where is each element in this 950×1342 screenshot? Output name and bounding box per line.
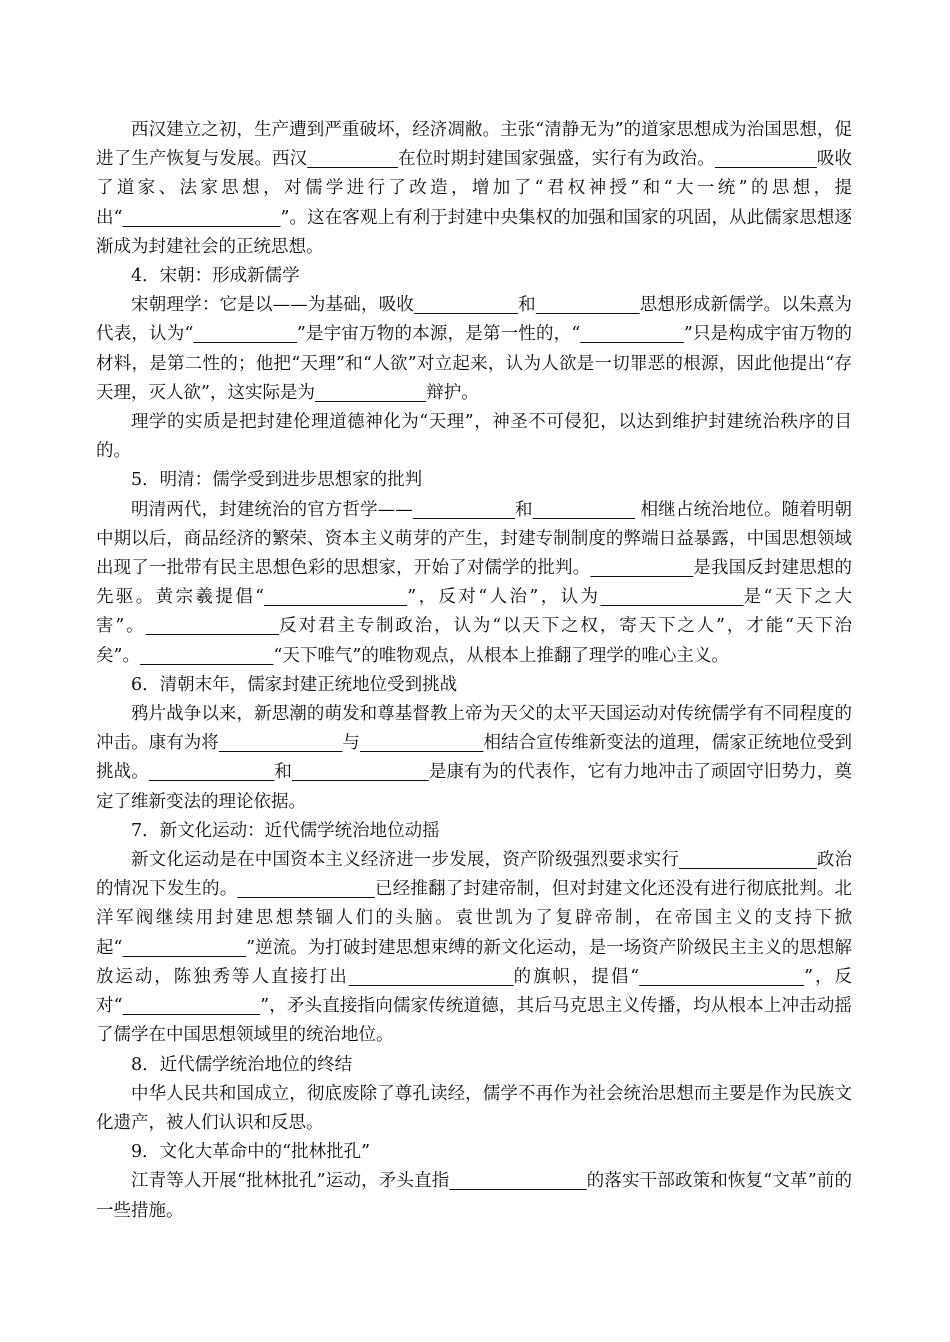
heading-song-dynasty (96, 262, 852, 291)
text-segment: 西汉建立之初，生产遭到严重破坏，经济凋敝。主张“清静无为”的道家思想成为治国思想，促进了生产恢复与发展。西汉 (96, 120, 852, 170)
fill-in-blank[interactable] (413, 500, 515, 520)
fill-in-blank[interactable] (600, 587, 743, 607)
text-segment: 和 (274, 762, 292, 783)
fill-in-blank[interactable] (292, 762, 429, 782)
text-segment: 中华人民共和国成立，彻底废除了尊孔读经，儒学不再作为社会统治思想而主要是作为民族文化遗产，被人们认识和反思。 (96, 1083, 852, 1133)
text-segment: 5．明清：儒学受到进步思想家的批判 (131, 470, 423, 491)
paragraph-song-neo-confucianism (96, 291, 852, 408)
fill-in-blank[interactable] (140, 646, 274, 666)
heading-late-qing (96, 671, 852, 700)
paragraph-new-culture (96, 846, 852, 1050)
fill-in-blank[interactable] (264, 587, 407, 607)
fill-in-blank[interactable] (449, 1171, 586, 1191)
heading-cultural-revolution (96, 1138, 852, 1167)
text-segment: 4．宋朝：形成新儒学 (131, 266, 300, 287)
paragraph-western-han (96, 116, 852, 262)
text-segment: ”，反对“ (96, 966, 852, 1017)
fill-in-blank[interactable] (123, 938, 247, 958)
text-segment: ”逆流。为打破封建思想束缚的新文化运动，是一场资产阶级民主主义的思想解放运动，陈独秀等人直接打出 (96, 937, 852, 987)
text-segment: ”只是构成宇宙万物的材料，是第二性的；他把“天理”和“人欲”对立起来，认为人欲是一切罪恶的根源，因此他提出“存天理，灭人欲”，这实际是为 (96, 324, 852, 403)
paragraph-ming-qing (96, 496, 852, 671)
fill-in-blank[interactable] (536, 295, 640, 315)
text-segment: 和 (515, 499, 533, 520)
text-segment: 是我国反封建思想的先驱。黄宗羲提倡“ (96, 558, 853, 608)
text-segment: 的旗帜，提倡“ (513, 966, 640, 987)
fill-in-blank[interactable] (349, 967, 514, 987)
text-segment: 新文化运动是在中国资本主义经济进一步发展，资产阶级强烈要求实行 (131, 850, 680, 871)
heading-ming-qing (96, 466, 852, 495)
text-segment: 在位时期封建国家强盛，实行有为政治。 (397, 149, 715, 170)
text-segment: 反对君主专制政治，认为“以天下之权，寄天下之人”，才能“天下治矣”。 (96, 616, 852, 666)
text-segment: 江青等人开展“批林批孔”运动，矛头直指 (131, 1171, 450, 1192)
fill-in-blank[interactable] (414, 295, 518, 315)
text-segment: ”，矛头直接指向儒家传统道德，其后马克思主义传播，均从根本上冲击动摇了儒学在中国思想领域里的统治地位。 (96, 996, 853, 1046)
fill-in-blank[interactable] (639, 967, 804, 987)
text-segment: 和 (518, 295, 536, 316)
text-segment: 相继占统治地位。随着明朝中期以后，商品经济的繁荣、资本主义萌芽的产生，封建专制制度的弊端日益暴露，中国思想领域出现了一批带有民主思想色彩的思想家，开始了对儒学的批判。 (96, 499, 853, 579)
paragraph-cultural-revolution (96, 1167, 852, 1225)
text-segment: 的落实干部政策和恢复“文革”前的一些措施。 (96, 1171, 852, 1221)
fill-in-blank[interactable] (219, 733, 343, 753)
text-segment: 是“天下之大害”。 (96, 587, 852, 637)
fill-in-blank[interactable] (149, 762, 274, 782)
text-segment: 9．文化大革命中的“批林批孔” (131, 1142, 371, 1163)
document-body (96, 116, 852, 1226)
text-segment: 6．清朝末年，儒家封建正统地位受到挑战 (131, 674, 458, 695)
paragraph-lixue-essence (96, 408, 852, 466)
fill-in-blank[interactable] (533, 500, 635, 520)
fill-in-blank[interactable] (123, 996, 260, 1016)
fill-in-blank[interactable] (360, 733, 484, 753)
fill-in-blank[interactable] (590, 558, 693, 578)
fill-in-blank[interactable] (715, 149, 817, 169)
text-segment: 宋朝理学：它是以——为基础，吸收 (131, 295, 415, 316)
text-segment: 8．近代儒学统治地位的终结 (131, 1054, 353, 1075)
text-segment: 已经推翻了封建帝制，但对封建文化还没有进行彻底批判。北洋军阀继续用封建思想禁锢人们的头脑。袁世凯为了复辟帝制，在帝国主义的支持下掀起“ (96, 879, 853, 958)
heading-end-of-confucian-rule (96, 1051, 852, 1080)
text-segment: “天下唯气”的唯物观点，从根本上推翻了理学的唯心主义。 (273, 645, 729, 666)
text-segment: ”是宇宙万物的本源，是第一性的，“ (296, 324, 581, 345)
text-segment: 理学的实质是把封建伦理道德神化为“天理”，神圣不可侵犯，以达到维护封建统治秩序的目的。 (96, 412, 852, 462)
text-segment: 政治的情况下发生的。 (96, 850, 853, 900)
paragraph-end-of-confucian-rule (96, 1080, 852, 1138)
fill-in-blank[interactable] (580, 324, 684, 344)
fill-in-blank[interactable] (307, 149, 398, 169)
paragraph-late-qing (96, 700, 852, 817)
text-segment: 鸦片战争以来，新思潮的萌发和尊基督教上帝为天父的太平天国运动对传统儒学有不同程度的冲击。康有为将 (96, 704, 852, 754)
text-segment: 思想形成新儒学。以朱熹为代表，认为“ (96, 295, 852, 345)
fill-in-blank[interactable] (679, 850, 817, 870)
text-segment: ”。这在客观上有利于封建中央集权的加强和国家的巩固，从此儒家思想逐渐成为封建社会的正统思想。 (96, 207, 852, 257)
fill-in-blank[interactable] (237, 879, 375, 899)
text-segment: 与 (342, 733, 360, 754)
fill-in-blank[interactable] (315, 383, 426, 403)
heading-new-culture (96, 817, 852, 846)
text-segment: 相结合宣传维新变法的道理，儒家正统地位受到挑战。 (96, 733, 853, 783)
fill-in-blank[interactable] (146, 616, 280, 636)
text-segment: ”，反对“人治”，认为 (407, 587, 601, 608)
text-segment: 是康有为的代表作，它有力地冲击了顽固守旧势力，奠定了维新变法的理论依据。 (96, 762, 853, 812)
text-segment: 辩护。 (426, 382, 479, 403)
text-segment: 7．新文化运动：近代儒学统治地位动摇 (131, 820, 440, 841)
text-segment: 明清两代，封建统治的官方哲学—— (131, 499, 413, 520)
fill-in-blank[interactable] (123, 208, 281, 228)
text-segment: 吸收了道家、法家思想，对儒学进行了改造，增加了“君权神授”和“大一统”的思想，提出“ (96, 149, 853, 228)
fill-in-blank[interactable] (193, 324, 297, 344)
